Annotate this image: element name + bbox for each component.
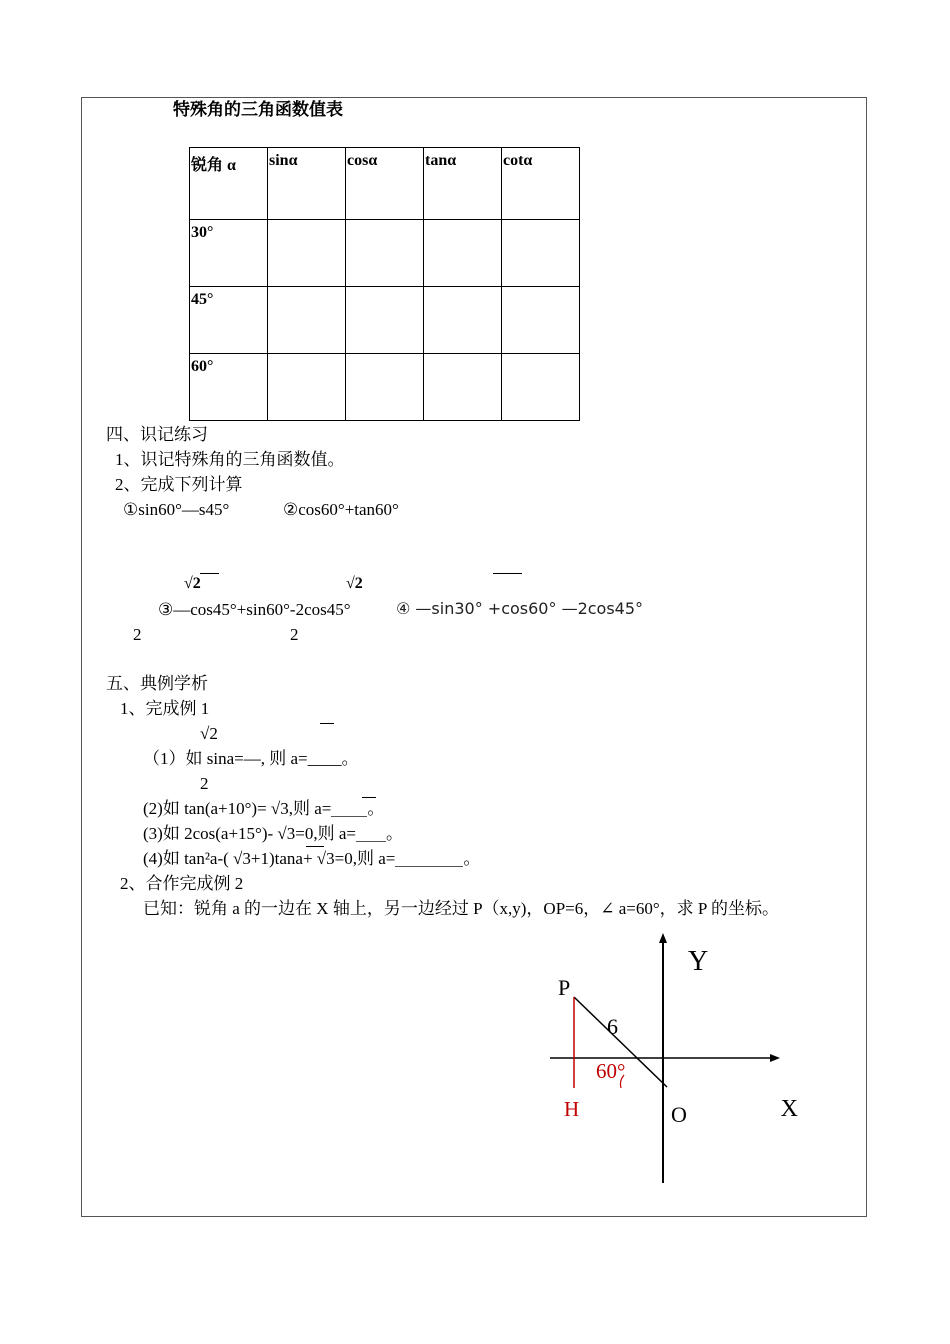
side-length-label: 6	[607, 1014, 618, 1039]
empty-cell	[424, 220, 502, 287]
empty-cell	[346, 354, 424, 421]
table-row	[190, 354, 580, 421]
y-axis-arrow-icon	[659, 933, 667, 943]
calc-4: ④ —sin30° +cos60° —2cos45°	[396, 599, 644, 618]
row-label: 60°	[190, 354, 268, 421]
section4-item2: 2、完成下列计算	[115, 475, 243, 494]
question-1: （1）如 sina=—, 则 a=____。	[143, 749, 359, 768]
y-axis-label: Y	[688, 946, 709, 977]
header-cell: sinα	[268, 148, 346, 220]
header-cell: cosα	[346, 148, 424, 220]
example2-problem: 已知：锐角 a 的一边在 X 轴上，另一边经过 P（x,y)，OP=6，∠ a=60°，求 P 的坐标。	[143, 899, 780, 918]
sqrt2-b: √2	[346, 575, 363, 592]
sqrt-overline	[200, 573, 219, 574]
x-axis-label: X	[780, 1096, 798, 1122]
example1-denominator: 2	[200, 774, 209, 793]
overline	[362, 797, 376, 798]
row-label: 45°	[190, 287, 268, 354]
question-2-text: (2)如 tan(a+10°)= √3,则 a=	[143, 799, 332, 818]
question-3-end: 。	[385, 824, 403, 843]
coordinate-figure	[540, 925, 800, 1195]
calc-1: ①sin60°—s45°	[123, 500, 230, 519]
denominator-b: 2	[290, 625, 299, 644]
denominator-a: 2	[133, 625, 142, 644]
question-3-text: (3)如 2cos(a+15°)- √3=0,则 a=	[143, 824, 356, 843]
table-row	[190, 287, 580, 354]
empty-cell	[424, 287, 502, 354]
point-p-label: P	[558, 975, 571, 1000]
section5-item1: 1、完成例 1	[120, 699, 210, 718]
point-o-label: O	[671, 1102, 687, 1127]
table-header-row	[190, 148, 580, 220]
empty-cell	[268, 287, 346, 354]
section5-item2: 2、合作完成例 2	[120, 874, 244, 893]
header-cell: cotα	[502, 148, 580, 220]
trig-table	[189, 147, 580, 421]
empty-cell	[268, 354, 346, 421]
empty-cell	[502, 220, 580, 287]
answer-blank[interactable]	[331, 800, 367, 817]
table-row	[190, 220, 580, 287]
question-4	[143, 850, 480, 867]
sqrt2-a: √2	[184, 575, 201, 592]
point-h-label: H	[564, 1097, 580, 1121]
section4-item1: 1、识记特殊角的三角函数值。	[115, 450, 345, 469]
overline	[306, 846, 324, 847]
angle-label: 60°	[596, 1059, 626, 1083]
question-2-end: 。	[367, 799, 385, 818]
calc-2: ②cos60°+tan60°	[283, 500, 399, 519]
empty-cell	[424, 354, 502, 421]
section5-heading: 五、典例学析	[106, 674, 208, 693]
question-3	[143, 825, 403, 842]
page-title: 特殊角的三角函数值表	[173, 100, 343, 120]
section4-heading: 四、识记练习	[106, 425, 208, 444]
header-cell: 锐角 α	[190, 148, 268, 220]
question-2	[143, 800, 384, 817]
calc-3: ③—cos45°+sin60°-2cos45°	[158, 600, 351, 619]
empty-cell	[502, 287, 580, 354]
question-4-end: 。	[463, 849, 481, 868]
question-4-text: (4)如 tan²a-( √3+1)tana+ √3=0,则 a=	[143, 849, 396, 868]
empty-cell	[346, 220, 424, 287]
header-cell: tanα	[424, 148, 502, 220]
empty-cell	[502, 354, 580, 421]
answer-blank[interactable]	[356, 825, 386, 842]
empty-cell	[268, 220, 346, 287]
answer-blank[interactable]	[395, 850, 463, 867]
empty-cell	[346, 287, 424, 354]
x-axis-arrow-icon	[770, 1054, 780, 1062]
fraction-bar	[320, 723, 334, 724]
fraction-bar	[493, 573, 522, 574]
row-label: 30°	[190, 220, 268, 287]
example1-numerator: √2	[200, 724, 218, 743]
